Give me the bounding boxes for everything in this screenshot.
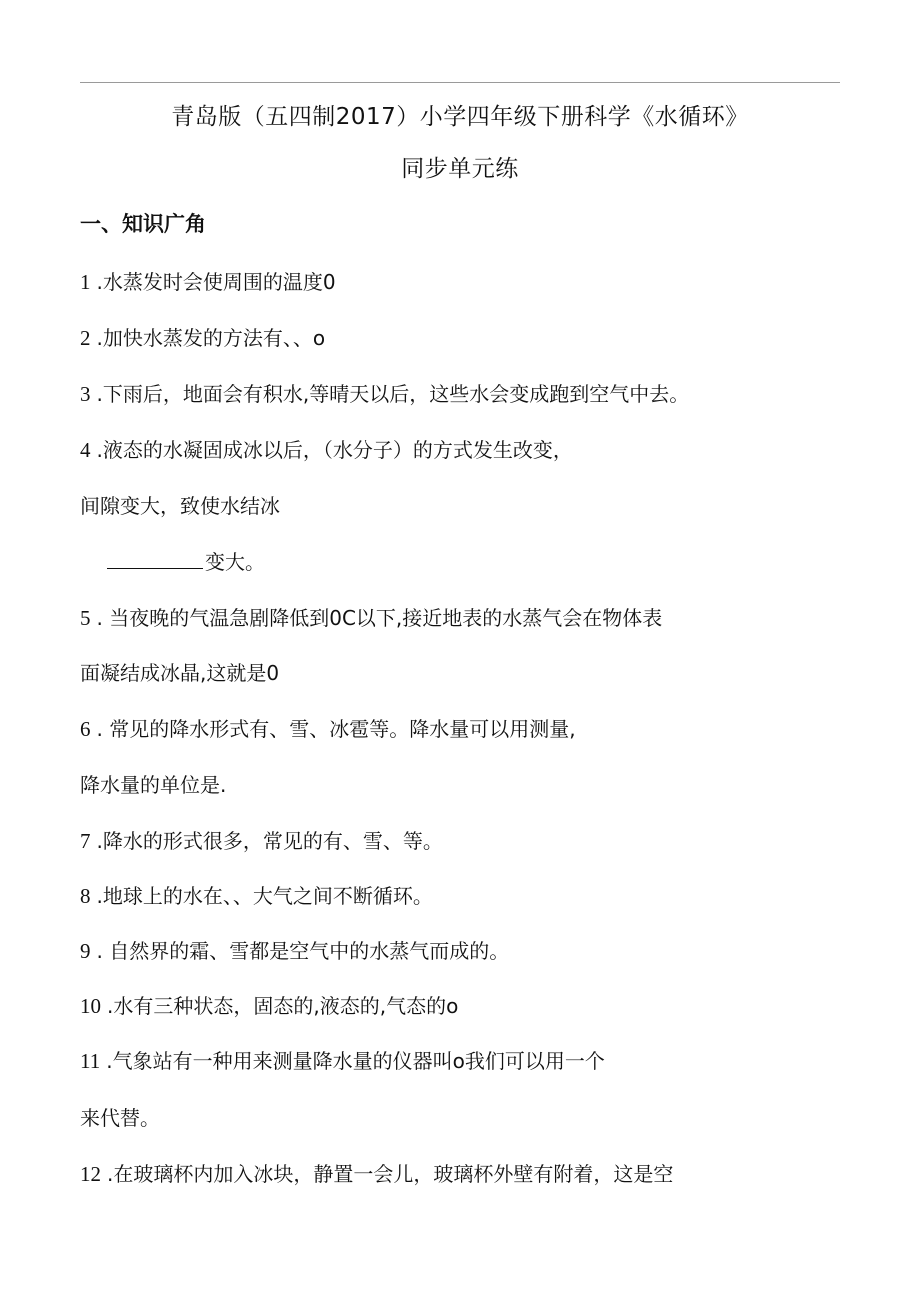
question-text: . 自然界的霜、雪都是空气中的水蒸气而成的。 [96, 939, 510, 963]
document-title: 青岛版（五四制2017）小学四年级下册科学《水循环》 [171, 104, 749, 130]
question-6-continuation: 降水量的单位是. [80, 773, 227, 797]
answer-blank[interactable] [107, 552, 203, 569]
question-text: .在玻璃杯内加入冰块，静置一会儿，玻璃杯外壁有附着，这是空 [107, 1162, 674, 1186]
question-text: .加快水蒸发的方法有、、o [96, 326, 326, 350]
question-4-blank-line [107, 546, 265, 575]
question-text: . 当夜晚的气温急剧降低到0C以下,接近地表的水蒸气会在物体表 [96, 606, 663, 630]
question-4 [80, 434, 573, 463]
question-11-continuation: 来代替。 [80, 1106, 160, 1130]
question-number: 9 [80, 939, 91, 963]
question-5-continuation: 面凝结成冰晶,这就是0 [80, 661, 280, 685]
question-number: 7 [80, 829, 91, 853]
question-3 [80, 378, 689, 407]
question-number: 4 [80, 438, 91, 462]
question-6 [80, 713, 576, 742]
question-7 [80, 825, 443, 854]
question-number: 8 [80, 884, 91, 908]
question-2 [80, 322, 325, 351]
question-text: .液态的水凝固成冰以后，（水分子）的方式发生改变， [96, 438, 573, 462]
header-rule [80, 82, 840, 83]
question-5 [80, 602, 662, 631]
question-10 [80, 990, 458, 1019]
question-9 [80, 935, 509, 964]
question-text: .地球上的水在、、大气之间不断循环。 [96, 884, 433, 908]
question-number: 10 [80, 994, 101, 1018]
question-text: .降水的形式很多，常见的有、雪、等。 [96, 829, 443, 853]
question-number: 3 [80, 382, 91, 406]
question-number: 11 [80, 1049, 101, 1073]
question-number: 5 [80, 606, 91, 630]
question-number: 6 [80, 717, 91, 741]
question-11 [80, 1045, 605, 1074]
question-12 [80, 1158, 673, 1187]
question-text: .下雨后，地面会有积水,等晴天以后，这些水会变成跑到空气中去。 [96, 382, 690, 406]
question-number: 2 [80, 326, 91, 350]
section-heading: 一、知识广角 [80, 212, 206, 236]
question-text: 变大。 [205, 550, 265, 574]
question-text: .水有三种状态，固态的,液态的,气态的o [107, 994, 459, 1018]
question-4-continuation: 间隙变大，致使水结冰 [80, 494, 280, 518]
question-text: .气象站有一种用来测量降水量的仪器叫o我们可以用一个 [106, 1049, 605, 1073]
document-subtitle: 同步单元练 [401, 156, 519, 182]
question-number: 1 [80, 270, 91, 294]
question-number: 12 [80, 1162, 101, 1186]
question-8 [80, 880, 433, 909]
question-text: . 常见的降水形式有、雪、冰雹等。降水量可以用测量, [96, 717, 576, 741]
question-text: .水蒸发时会使周围的温度0 [96, 270, 336, 294]
question-1 [80, 266, 336, 295]
